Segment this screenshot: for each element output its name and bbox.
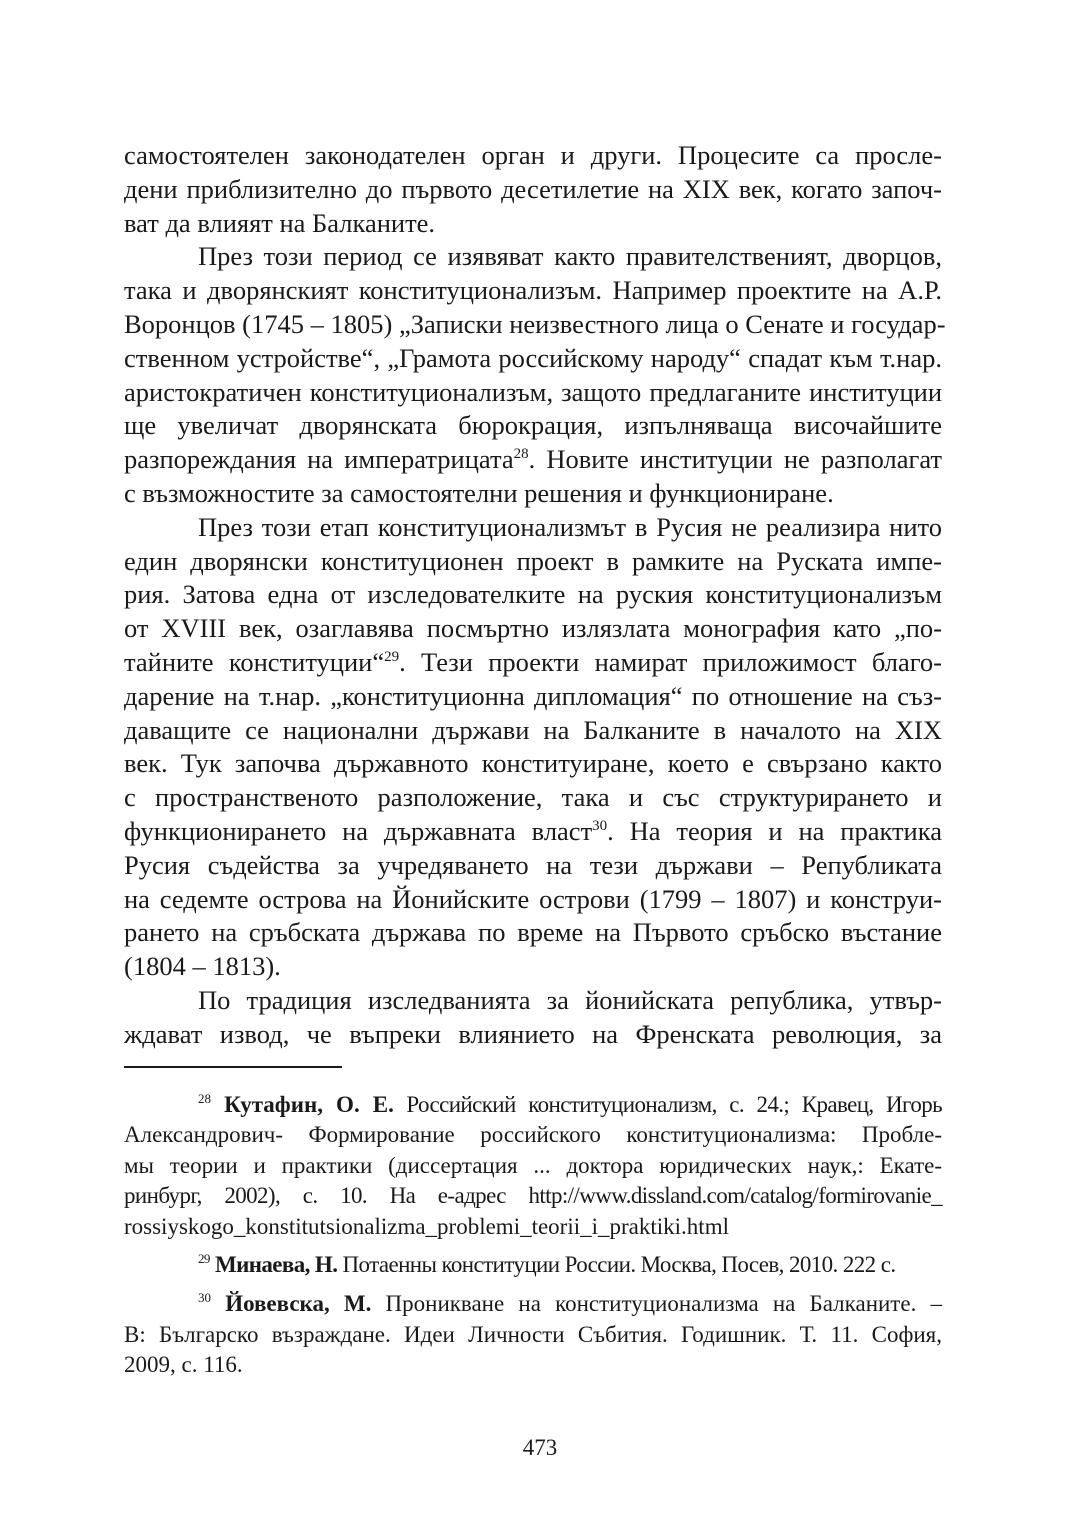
- text-segment: . Тези проекти намират приложимост благо-: [399, 646, 942, 677]
- footnote-ref: 28: [513, 446, 529, 463]
- text-line: [124, 646, 942, 680]
- paragraph: [124, 139, 942, 240]
- footnote-number: 30: [198, 1290, 211, 1306]
- footnote-line: мы теории и практики (диссертация ... доктора юридических наук,: Екате-: [124, 1152, 942, 1178]
- text-line: дарение на т.нар. „конституционна дипломация“ по отношение на съз-: [124, 680, 942, 711]
- footnote-28: [124, 1090, 942, 1243]
- text-line: рия. Затова една от изследователките на руския конституционализъм: [124, 579, 942, 610]
- text-segment: функционирането на държавната власт: [124, 815, 593, 846]
- text-line: на седемте острова на Йонийските острови (1799 – 1807) и конструи-: [124, 883, 942, 914]
- page-body: [124, 139, 946, 1381]
- text-line: ват да влияят на Балканите.: [124, 207, 436, 238]
- page-number: 473: [522, 1435, 558, 1460]
- text-line: аристократичен конституционализъм, защото предлаганите институции: [124, 376, 942, 407]
- footnote-number: 28: [198, 1090, 211, 1106]
- text-line: През този етап конституционализмът в Русия не реализира нито: [198, 511, 942, 542]
- footnote-line: В: Българско възраждане. Идеи Личности Събития. Годишник. Т. 11. София,: [124, 1321, 942, 1347]
- footnotes: [124, 1090, 942, 1381]
- footnote-29: [124, 1250, 942, 1281]
- text-segment: . На теория и на практика: [607, 815, 942, 846]
- footnote-30: [124, 1289, 942, 1381]
- footnote-ref: 30: [592, 817, 608, 834]
- footnote-line: [124, 1289, 942, 1320]
- text-line: ждават извод, че въпреки влиянието на Френската революция, за: [124, 1018, 942, 1049]
- text-line: дени приблизително до първото десетилетие на XIX век, когато започ-: [124, 173, 942, 204]
- text-line: един дворянски конституционен проект в рамките на Руската импе-: [124, 545, 942, 576]
- text-line: Русия съдейства за учредяването на тези държави – Републиката: [124, 849, 942, 880]
- paragraph: [124, 511, 942, 984]
- text-line: През този период се изявяват както правителственият, дворцов,: [198, 241, 942, 272]
- footnote-text: Проникване на конституционализма на Балканите. –: [371, 1291, 942, 1317]
- footnote-number: 29: [198, 1251, 210, 1267]
- footnote-author: Минаева, Н.: [214, 1252, 338, 1278]
- footnote-text: Российский конституционализм, с. 24.; Кравец, Игорь: [393, 1091, 943, 1117]
- text-line: от XVIII век, озаглавява посмъртно излязлата монография като „по-: [124, 613, 942, 644]
- footnote-line: ринбург, 2002), с. 10. На е-адрес http://www.dissland.com/catalog/formirovanie_: [124, 1183, 942, 1209]
- text-segment: . Новите институции не разполагат: [528, 444, 942, 475]
- footnote-line: [124, 1090, 942, 1121]
- paragraph: [124, 240, 946, 510]
- text-line: (1804 – 1813).: [124, 951, 281, 982]
- text-line: Воронцов (1745 – 1805) „Записки неизвестного лица о Сенате и государ-: [124, 308, 946, 339]
- text-line: ще увеличат дворянската бюрокрация, изпълняваща височайшите: [124, 410, 942, 441]
- footnote-line: rossiyskogo_konstitutsionalizma_problemi_teorii_i_praktiki.html: [124, 1213, 729, 1239]
- text-line: даващите се национални държави на Балканите в началото на XIX: [124, 714, 942, 745]
- text-line: с пространственото разположение, така и със структурирането и: [124, 782, 942, 813]
- footnote-author: Йовевска, М.: [225, 1291, 372, 1317]
- text-line: така и дворянският конституционализъм. Например проектите на А.Р.: [124, 275, 942, 306]
- text-segment: тайните конституции“: [124, 646, 385, 677]
- text-line: [124, 815, 942, 849]
- footnote-line: [124, 1250, 942, 1281]
- footnote-line: 2009, с. 116.: [124, 1352, 243, 1378]
- footnote-author: Кутафин, О. Е.: [224, 1091, 394, 1117]
- footnote-ref: 29: [384, 648, 400, 665]
- text-line: ственном устройстве“, „Грамота российскому народу“ спадат към т.нар.: [124, 342, 942, 373]
- text-line: самостоятелен законодателен орган и други. Процесите са просле-: [124, 140, 942, 170]
- text-line: [124, 443, 942, 477]
- footnote-separator: [124, 1066, 342, 1068]
- text-segment: разпореждания на императрицата: [124, 444, 514, 475]
- footnote-text: Потаенны конституции России. Москва, Посев, 2010. 222 с.: [337, 1252, 896, 1278]
- footnote-line: Александрович- Формирование российского конституционализма: Пробле-: [124, 1122, 942, 1148]
- text-line: век. Тук започва държавното конституиране, което е свързано както: [124, 748, 942, 779]
- text-line: с възможностите за самостоятелни решения и функциониране.: [124, 477, 834, 508]
- text-line: рането на сръбската държава по време на Първото сръбско въстание: [124, 917, 942, 948]
- text-line: По традиция изследванията за йонийската република, утвър-: [198, 984, 942, 1015]
- paragraph: [124, 984, 942, 1052]
